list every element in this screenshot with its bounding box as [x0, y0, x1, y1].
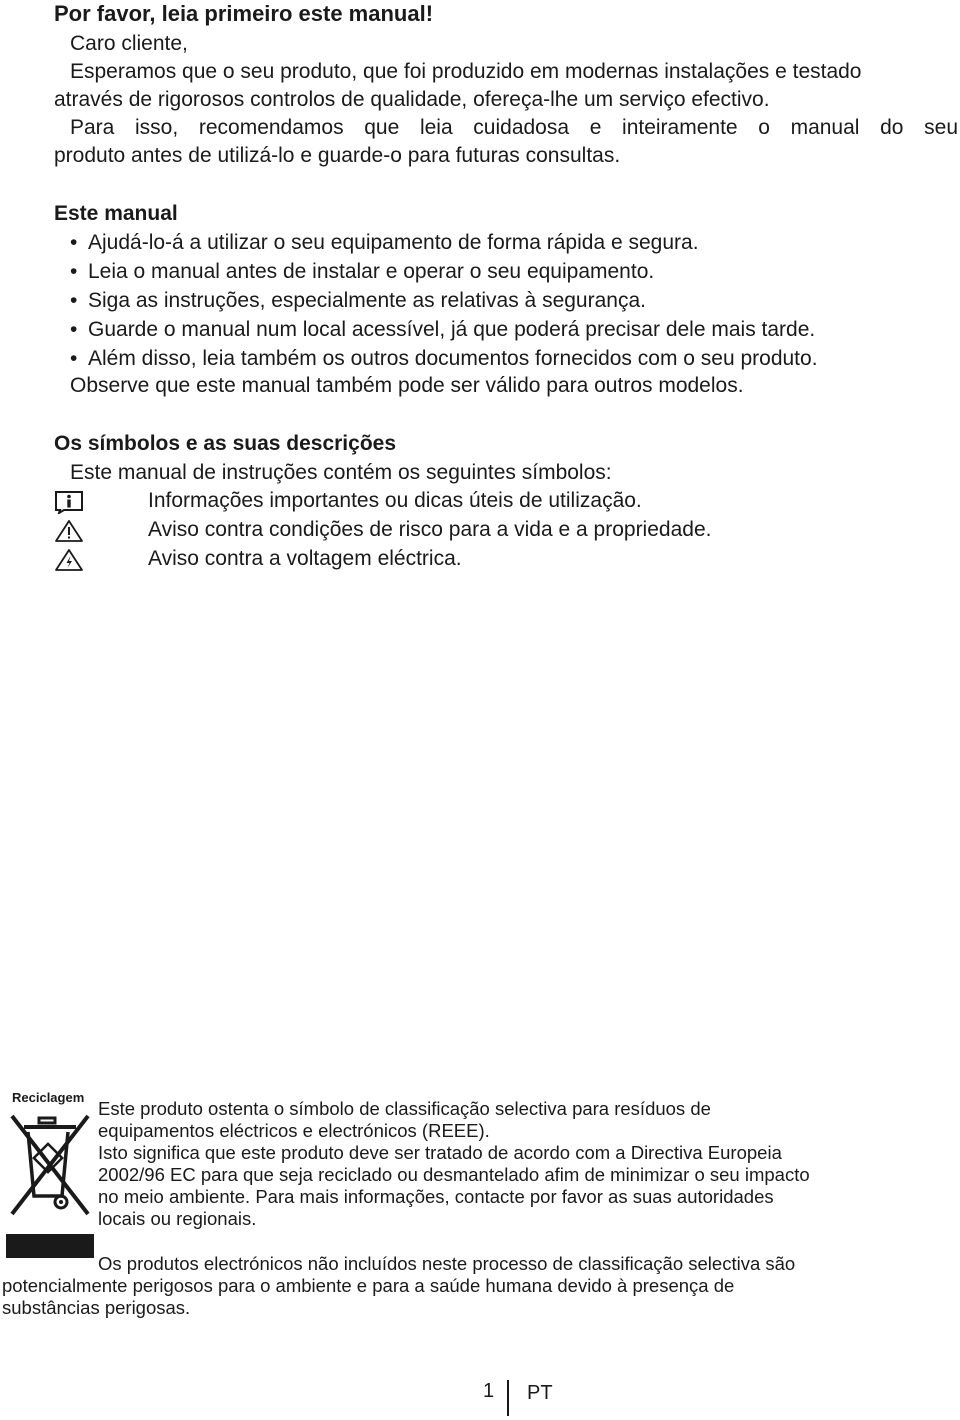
recycling-footer-line: substâncias perigosas. — [2, 1297, 191, 1318]
warning-icon — [54, 519, 84, 543]
recycling-text-line: 2002/96 EC para que seja reciclado ou desmantelado afim de minimizar o seu impacto — [98, 1164, 810, 1185]
bullet-marker: • — [70, 260, 78, 283]
list-item — [70, 287, 646, 315]
list-item-text: Além disso, leia também os outros documentos fornecidos com o seu produto. — [88, 347, 818, 370]
recycling-label: Reciclagem — [12, 1090, 85, 1105]
list-item-text: Ajudá-lo-á a utilizar o seu equipamento de forma rápida e segura. — [88, 231, 699, 254]
recycling-text-line: equipamentos eléctricos e electrónicos (REEE). — [98, 1120, 490, 1141]
list-item — [70, 258, 654, 286]
intro-paragraph-1-line-2: através de rigorosos controlos de qualidade, ofereça-lhe um serviço efectivo. — [54, 88, 770, 111]
page-number: 1 — [483, 1380, 495, 1402]
intro-paragraph-2-line-2: produto antes de utilizá-lo e guarde-o para futuras consultas. — [54, 144, 621, 167]
bullet-marker: • — [70, 231, 78, 254]
recycling-text-line: Isto significa que este produto deve ser tratado de acordo com a Directiva Europeia — [98, 1142, 782, 1163]
list-item — [70, 229, 699, 257]
list-item-text: Guarde o manual num local acessível, já que poderá precisar dele mais tarde. — [88, 318, 816, 341]
bullet-marker: • — [70, 347, 78, 370]
recycling-footer-line: Os produtos electrónicos não incluídos neste processo de classificação selectiva são — [98, 1253, 796, 1274]
intro-paragraph-2-line-1: Para isso, recomendamos que leia cuidadosa e inteiramente o manual do seu — [70, 116, 958, 139]
symbol-description: Aviso contra condições de risco para a vida e a propriedade. — [148, 518, 712, 541]
bullet-marker: • — [70, 289, 78, 312]
symbols-intro: Este manual de instruções contém os seguintes símbolos: — [70, 461, 612, 484]
electric-warning-icon — [54, 548, 84, 572]
page-language-code: PT — [527, 1382, 553, 1404]
greeting: Caro cliente, — [70, 32, 188, 55]
intro-paragraph-1-line-1: Esperamos que o seu produto, que foi produzido em modernas instalações e testado — [70, 60, 862, 83]
list-item — [70, 345, 818, 373]
symbol-row-electric — [54, 545, 854, 573]
page-number-divider — [507, 1380, 509, 1416]
list-item-text: Siga as instruções, especialmente as relativas à segurança. — [88, 289, 646, 312]
list-item — [70, 316, 815, 344]
page-title: Por favor, leia primeiro este manual! — [54, 1, 434, 26]
recycling-text-line: no meio ambiente. Para mais informações, contacte por favor as suas autoridades — [98, 1186, 774, 1207]
crossed-bin-icon — [6, 1110, 94, 1260]
bullet-marker: • — [70, 318, 78, 341]
symbol-description: Aviso contra a voltagem eléctrica. — [148, 547, 462, 570]
manual-section-heading: Este manual — [54, 202, 178, 225]
symbol-description: Informações importantes ou dicas úteis de utilização. — [148, 489, 642, 512]
symbol-row-info — [54, 487, 854, 515]
symbols-section-heading: Os símbolos e as suas descrições — [54, 432, 397, 455]
manual-section-note: Observe que este manual também pode ser válido para outros modelos. — [70, 374, 744, 397]
symbol-row-warning — [54, 516, 854, 544]
recycling-text-line: Este produto ostenta o símbolo de classificação selectiva para resíduos de — [98, 1098, 711, 1119]
recycling-footer-line: potencialmente perigosos para o ambiente e para a saúde humana devido à presença de — [2, 1275, 735, 1296]
info-icon — [54, 490, 84, 514]
recycling-text-line: locais ou regionais. — [98, 1208, 257, 1229]
list-item-text: Leia o manual antes de instalar e operar o seu equipamento. — [88, 260, 655, 283]
